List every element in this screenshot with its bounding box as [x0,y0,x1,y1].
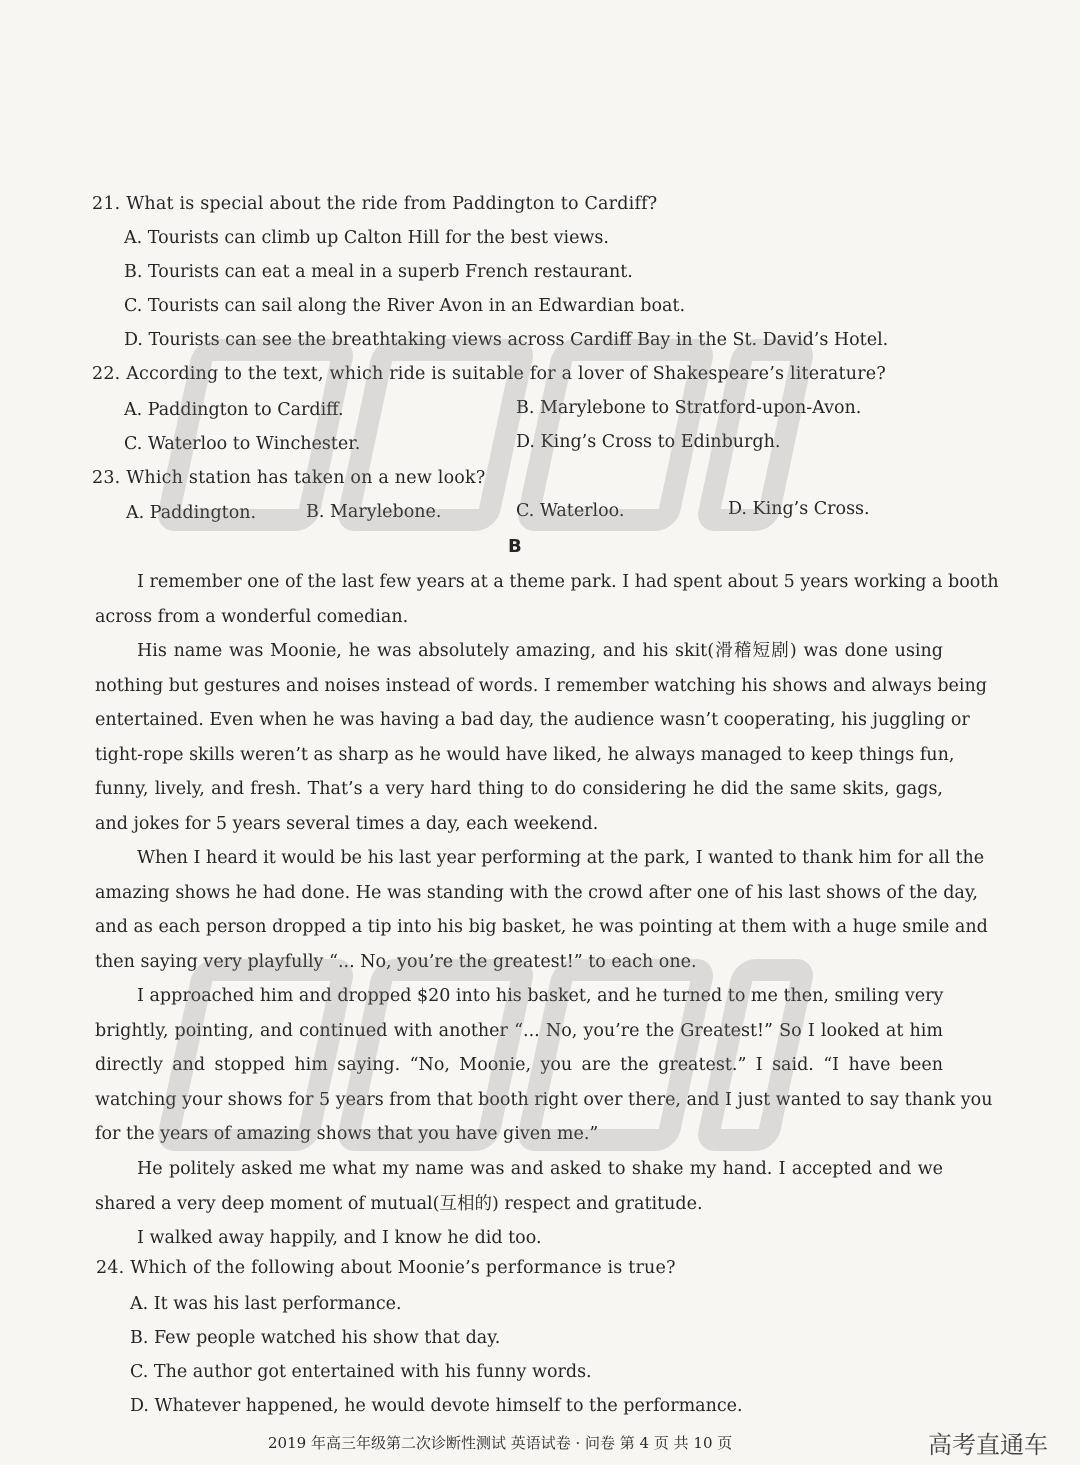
passage-line: When I heard it would be his last year performing at the park, I wanted to thank him for all the [137,848,985,868]
passage-line: for the years of amazing shows that you have given me.” [95,1124,599,1144]
question-21-option-a: A. Tourists can climb up Calton Hill for the best views. [124,228,609,248]
passage-line: amazing shows he had done. He was standing with the crowd after one of his last shows of the day, [95,882,978,903]
question-23-stem: 23. Which station has taken on a new look? [92,468,486,488]
passage-line: brightly, pointing, and continued with another “... No, you’re the Greatest!” So I looked at him [95,1020,943,1041]
question-23-option-d: D. King’s Cross. [728,499,870,519]
passage-paragraph-4 [95,979,993,1152]
passage-line: and as each person dropped a tip into his big basket, he was pointing at them with a huge smile and [95,917,988,937]
passage-line: and jokes for 5 years several times a day, each weekend. [95,813,599,834]
question-21-option-d: D. Tourists can see the breathtaking views across Cardiff Bay in the St. David’s Hotel. [124,330,889,350]
question-24-option-a: A. It was his last performance. [130,1294,402,1314]
question-22-option-b: B. Marylebone to Stratford-upon-Avon. [516,398,862,418]
passage-line: His name was Moonie, he was absolutely amazing, and his skit(滑稽短剧) was done using [137,641,943,661]
passage-paragraph-5 [95,1152,943,1221]
passage-line: He politely asked me what my name was and asked to shake my hand. I accepted and we [137,1159,943,1179]
passage-paragraph-1 [95,565,999,634]
question-22-stem: 22. According to the text, which ride is suitable for a lover of Shakespeare’s literature? [92,364,886,384]
passage-line: I walked away happily, and I know he did too. [137,1228,542,1248]
passage-line: tight-rope skills weren’t as sharp as he would have liked, he always managed to keep things fun, [95,744,955,765]
passage-paragraph-6 [95,1221,943,1256]
passage-line: across from a wonderful comedian. [95,606,409,627]
question-24-option-c: C. The author got entertained with his funny words. [130,1362,592,1382]
question-24-stem: 24. Which of the following about Moonie’s performance is true? [96,1258,676,1278]
question-24-option-d: D. Whatever happened, he would devote himself to the performance. [130,1396,743,1416]
question-22-option-a: A. Paddington to Cardiff. [124,400,344,420]
passage-paragraph-2 [95,634,987,841]
question-21-option-c: C. Tourists can sail along the River Avon in an Edwardian boat. [124,296,686,316]
passage-line: shared a very deep moment of mutual(互相的) respect and gratitude. [95,1193,703,1214]
question-23-option-b: B. Marylebone. [306,502,442,522]
passage-line: I approached him and dropped $20 into his basket, and he turned to me then, smiling very [137,986,944,1006]
question-22-option-c: C. Waterloo to Winchester. [124,434,361,454]
passage-line: I remember one of the last few years at a theme park. I had spent about 5 years working a booth [137,572,999,592]
brand-logo-text: 高考直通车 [928,1431,1048,1459]
question-24-option-b: B. Few people watched his show that day. [130,1328,501,1348]
passage-line: entertained. Even when he was having a bad day, the audience wasn’t cooperating, his juggling or [95,710,970,730]
passage-line: funny, lively, and fresh. That’s a very hard thing to do considering he did the same skits, gags, [95,779,943,799]
question-23-option-c: C. Waterloo. [516,501,625,521]
section-b-heading: B [508,536,522,557]
passage-line: watching your shows for 5 years from that booth right over there, and I just wanted to say thank you [95,1089,993,1110]
page-footer: 2019 年高三年级第二次诊断性测试 英语试卷 · 问卷 第 4 页 共 10 页 [268,1434,733,1452]
passage-line: nothing but gestures and noises instead of words. I remember watching his shows and always being [95,675,987,696]
passage-line: then saying very playfully “... No, you’re the greatest!” to each one. [95,951,697,972]
question-23-option-a: A. Paddington. [126,503,257,523]
question-21-option-b: B. Tourists can eat a meal in a superb French restaurant. [124,262,633,282]
question-21-stem: 21. What is special about the ride from Paddington to Cardiff? [92,194,658,214]
question-22-option-d: D. King’s Cross to Edinburgh. [516,432,781,452]
passage-line: directly and stopped him saying. “No, Moonie, you are the greatest.” I said. “I have been [95,1055,943,1075]
passage-paragraph-3 [95,841,988,979]
